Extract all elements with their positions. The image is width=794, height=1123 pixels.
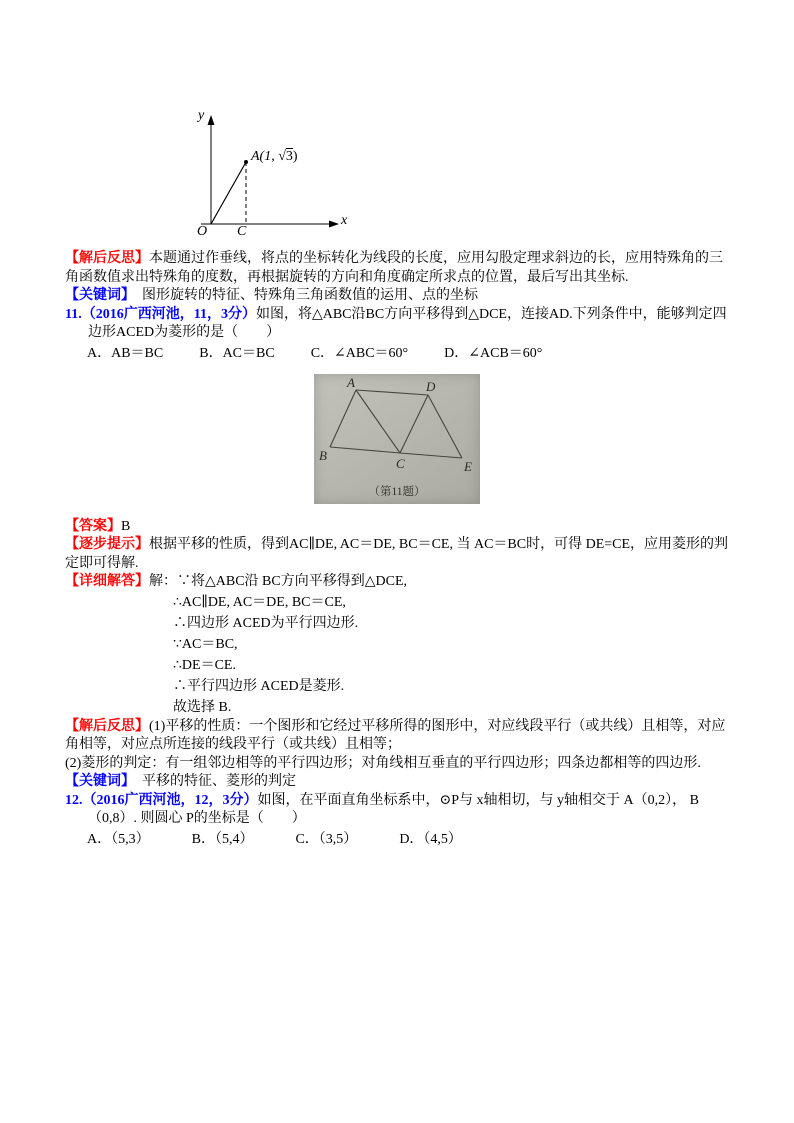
reflect-note-11 (65, 718, 729, 755)
q12-option-a: A．（5,3） (87, 831, 150, 847)
solution-label-11: 【详细解答】 (65, 574, 149, 589)
q11-stem-text: 如图，将△ABC沿BC方向平移得到△DCE，连接AD.下列条件中，能够判定四边形ACED为菱形的是（ ） (88, 306, 727, 340)
y-axis-arrow-icon (208, 115, 215, 125)
sqrt-sign: √ (278, 149, 286, 164)
q12-stem (65, 792, 729, 829)
vertex-a-label: A (347, 374, 355, 390)
vertex-b-label: B (319, 447, 327, 463)
q11-stem (65, 306, 729, 343)
point-c-label: C (237, 224, 247, 239)
y-axis-label: y (198, 108, 205, 123)
reflect-note-11-item2: (2)菱形的判定：有一组邻边相等的平行四边形；对角线相互垂直的平行四边形；四条边都相等的四边形. (65, 755, 701, 771)
q11-option-d: D．∠ACB＝60° (444, 345, 543, 361)
point-a-label-suffix: ) (292, 149, 298, 164)
point-a-dot (244, 160, 248, 164)
keywords-label-11: 【关键词】 (65, 774, 135, 789)
q11-number: 11.（2016广西河池，11，3分） (65, 306, 256, 322)
vertex-e-label: E (464, 458, 472, 474)
coordinate-diagram (193, 108, 368, 242)
solution-step-6: 故选择 B. (173, 699, 232, 715)
hint-11 (65, 536, 729, 573)
q12-stem-text: 如图，在平面直角坐标系中，⊙P与 x轴相切，与 y轴相交于 A（0,2）， B（0,8）. 则圆心 P的坐标是（ ） (88, 792, 699, 826)
solution-11-intro (65, 573, 729, 592)
solution-step-4: ∴DE＝CE. (173, 657, 236, 673)
q11-figure-caption: （第11题） (368, 485, 426, 498)
q12-options (87, 830, 729, 850)
origin-label: O (197, 224, 208, 239)
q12-option-c: C．（3,5） (295, 831, 358, 847)
q11-figure-photo (314, 374, 480, 504)
keywords-label-10: 【关键词】 (65, 288, 135, 303)
vertex-c-label: C (396, 455, 405, 471)
point-a-label (251, 150, 298, 164)
reflect-text-10: 本题通过作垂线，将点的坐标转化为线段的长度，应用勾股定理求斜边的长，应用特殊角的三角函数值求出特殊角的度数，再根据旋转的方向和角度确定所求点的位置，最后写出其坐标. (65, 251, 723, 285)
segment-oa (211, 162, 246, 224)
reflect-item1-11: (1)平移的性质：一个图形和它经过平移所得的图形中，对应线段平行（或共线）且相等，对应角相等，对应点所连接的线段平行（或共线）且相等； (65, 718, 726, 752)
answer-11 (65, 518, 729, 537)
reflect-label-11: 【解后反思】 (65, 718, 149, 734)
solution-step-3: ∵AC＝BC, (173, 636, 238, 652)
keywords-text-11: 平移的特征、菱形的判定 (142, 774, 296, 789)
reflect-label-10: 【解后反思】 (65, 251, 149, 266)
hint-text-11: 根据平移的性质，得到AC∥DE, AC＝DE, BC＝CE, 当 AC＝BC时，可得 DE=CE，应用菱形的判定即可得解. (65, 537, 729, 571)
answer-label-11: 【答案】 (65, 518, 121, 534)
solution-step-1: ∴AC∥DE, AC＝DE, BC＝CE, (173, 594, 346, 610)
q11-option-a: A．AB＝BC (87, 345, 164, 361)
keywords-10 (65, 287, 729, 306)
point-a-label-prefix: A(1, (251, 149, 279, 164)
sqrt-radicand: 3 (285, 149, 293, 164)
solution-11-steps (173, 592, 729, 718)
keywords-text-10: 图形旋转的特征、特殊角三角函数值的运用、点的坐标 (142, 288, 478, 303)
q11-option-c: C．∠ABC＝60° (310, 345, 409, 361)
q12-option-b: B．（5,4） (191, 831, 254, 847)
vertex-d-label: D (426, 378, 436, 394)
answer-text-11: B (121, 518, 131, 534)
document-content (65, 108, 729, 850)
keywords-11 (65, 773, 729, 792)
hint-label-11: 【逐步提示】 (65, 537, 149, 552)
solution-intro-text: 解：∵将△ABC沿 BC方向平移得到△DCE, (149, 574, 407, 589)
q11-option-b: B．AC＝BC (199, 345, 275, 361)
reflect-note-10 (65, 250, 729, 287)
q12-number: 12.（2016广西河池，12，3分） (65, 792, 258, 808)
solution-step-5: ∴平行四边形 ACED是菱形. (173, 678, 345, 694)
q12-option-d: D．（4,5） (399, 831, 462, 847)
x-axis-label: x (341, 213, 348, 228)
solution-step-2: ∴四边形 ACED为平行四边形. (173, 615, 359, 631)
x-axis-arrow-icon (329, 221, 339, 228)
q11-options (87, 344, 729, 364)
